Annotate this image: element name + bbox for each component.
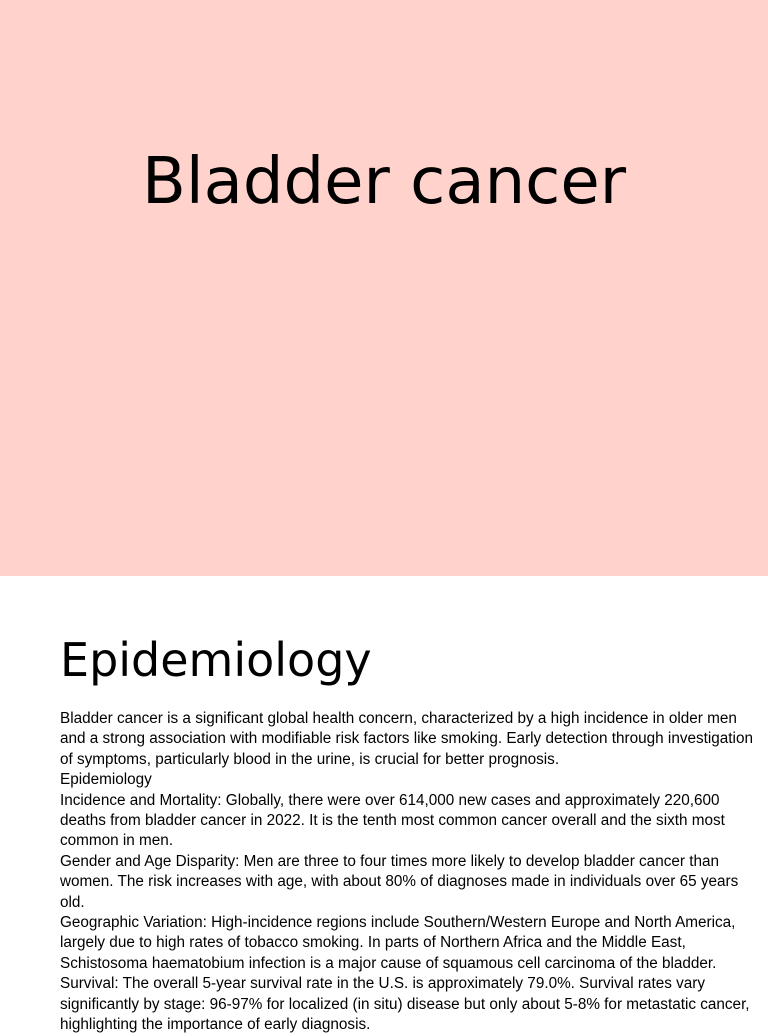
body-paragraph: Geographic Variation: High-incidence regions include Southern/Western Europe and North America, largely due to high rates of tobacco smoking. In parts of Northern Africa and the Middle East, Schistosoma haematobium infection is a major cause of squamous cell carcinoma of the bladder. — [60, 914, 736, 972]
body-paragraph: Epidemiology — [60, 771, 152, 789]
slide-title: Bladder cancer — [141, 145, 627, 219]
content-slide — [0, 576, 768, 1034]
slide-heading: Epidemiology — [60, 633, 372, 687]
body-paragraph: Bladder cancer is a significant global health concern, characterized by a high incidence in older men and a strong association with modifiable risk factors like smoking. Early detection through investigation of symptoms, particularly blood in the urine, is crucial for better prognosis. — [60, 710, 753, 768]
body-paragraph: Survival: The overall 5-year survival rate in the U.S. is approximately 79.0%. Survival rates vary significantly by stage: 96-97% for localized (in situ) disease but only about 5-8% for metastatic cancer, highlighting the importance of early diagnosis. — [60, 975, 750, 1034]
body-paragraph: Incidence and Mortality: Globally, there were over 614,000 new cases and approximately 220,600 deaths from bladder cancer in 2022. It is the tenth most common cancer overall and the sixth most common in men. — [60, 791, 725, 850]
body-paragraph: Gender and Age Disparity: Men are three to four times more likely to develop bladder cancer than women. The risk increases with age, with about 80% of diagnoses made in individuals over 65 years old. — [60, 852, 739, 911]
slide-body — [60, 709, 755, 1036]
